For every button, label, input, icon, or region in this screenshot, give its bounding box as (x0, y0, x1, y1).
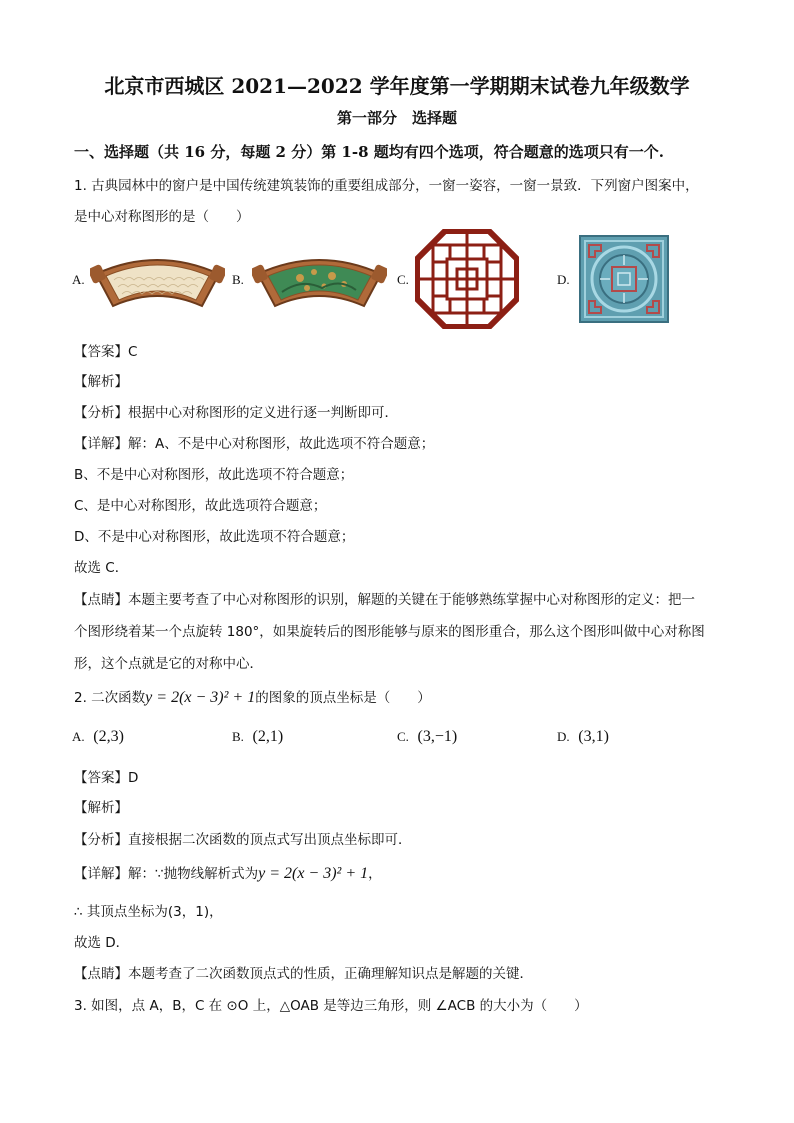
q1-choose: 故选 C． (74, 560, 129, 576)
q2-function-formula: y = 2(x − 3)² + 1 (145, 689, 256, 706)
q2-xiangjie-formula: y = 2(x − 3)² + 1 (258, 865, 369, 882)
q2-stem-suffix: 的图象的顶点坐标是（ ） (255, 690, 431, 706)
q2-fenxi: 【分析】直接根据二次函数的顶点式写出顶点坐标即可． (74, 832, 412, 848)
q2-option-a (72, 728, 124, 746)
q2-option-c (397, 728, 457, 746)
q2-option-d (557, 728, 609, 746)
q3-stem: 3. 如图，点 A，B，C 在 ⊙O 上，△OAB 是等边三角形，则 ∠ACB 的大小为（ ） (74, 998, 588, 1014)
q1-detail-b: B、不是中心对称图形，故此选项不符合题意； (74, 467, 354, 483)
q2-choose: 故选 D． (74, 935, 130, 951)
q2-xiangjie-suffix: ， (368, 866, 382, 882)
q1-option-c-octagon-lattice-image (415, 229, 519, 329)
q1-stem-line1: 1. 古典园林中的窗户是中国传统建筑装饰的重要组成部分，一窗一姿容，一窗一景致．下列窗户图案中， (74, 178, 699, 194)
q1-detail-c: C、是中心对称图形，故此选项符合题意； (74, 498, 327, 514)
q2-option-d-value: (3,1) (578, 728, 609, 745)
q1-option-d-label: D. (557, 272, 570, 287)
q2-answer: 【答案】D (74, 770, 139, 786)
q1-option-a-label: A. (72, 272, 85, 287)
q2-xiangjie-prefix: 【详解】解：∵抛物线解析式为 (74, 866, 259, 882)
q1-option-b-label: B. (232, 272, 244, 287)
q2-option-d-label: D. (557, 729, 570, 744)
q1-option-b-fan-window-image (252, 248, 387, 316)
q2-option-c-label: C. (397, 729, 409, 744)
q2-dianjing: 【点睛】本题考查了二次函数顶点式的性质，正确理解知识点是解题的关键． (74, 966, 533, 982)
q2-option-a-value: (2,3) (93, 728, 124, 745)
q2-therefore: ∴ 其顶点坐标为(3，1)， (74, 904, 223, 920)
q1-analysis-heading: 【解析】 (74, 374, 128, 390)
q1-xiangjie: 【详解】解：A、不是中心对称图形，故此选项不符合题意； (74, 436, 435, 452)
q2-option-a-label: A. (72, 729, 85, 744)
q1-detail-d: D、不是中心对称图形，故此选项不符合题意； (74, 529, 355, 545)
q1-option-d-square-carved-window-image (579, 235, 669, 323)
q1-dianjing-line2: 个图形绕着某一个点旋转 180°，如果旋转后的图形能够与原来的图形重合，那么这个图形叫做中心对称图 (74, 624, 705, 640)
q2-option-c-value: (3,−1) (417, 728, 458, 745)
q2-option-b (232, 728, 283, 746)
page-title: 北京市西城区 2021—2022 学年度第一学期期末试卷九年级数学 (104, 74, 690, 98)
q2-option-b-label: B. (232, 729, 244, 744)
q2-stem-prefix: 2. 二次函数 (74, 690, 146, 706)
q2-xiangjie (74, 862, 382, 883)
q1-option-a-fan-window-image (90, 248, 225, 316)
q2-analysis-heading: 【解析】 (74, 800, 128, 816)
q2-stem (74, 686, 431, 707)
q1-option-c-label: C. (397, 272, 409, 287)
section-heading: 一、选择题（共 16 分，每题 2 分）第 1-8 题均有四个选项，符合题意的选项只有一个. (74, 143, 664, 161)
q1-answer: 【答案】C (74, 344, 138, 360)
q1-stem-line2: 是中心对称图形的是（ ） (74, 209, 250, 225)
q1-fenxi: 【分析】根据中心对称图形的定义进行逐一判断即可． (74, 405, 398, 421)
q1-dianjing-line1: 【点睛】本题主要考查了中心对称图形的识别，解题的关键在于能够熟练掌握中心对称图形的定义：把一 (74, 592, 695, 608)
q1-dianjing-line3: 形，这个点就是它的对称中心． (74, 656, 263, 672)
part-heading: 第一部分 选择题 (336, 109, 457, 127)
q2-option-b-value: (2,1) (252, 728, 284, 745)
